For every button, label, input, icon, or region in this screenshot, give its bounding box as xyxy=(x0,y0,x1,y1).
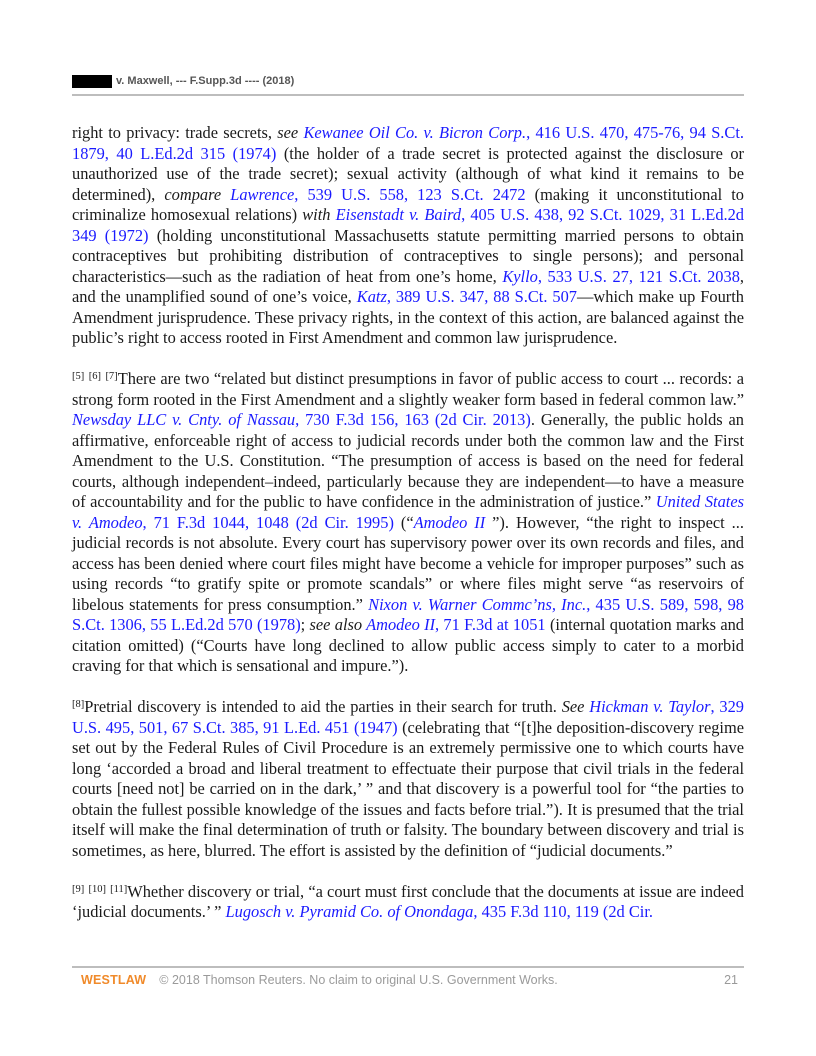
citation-link[interactable]: Kewanee Oil Co. v. Bicron Corp. xyxy=(303,123,527,142)
citation-link[interactable]: Eisenstadt v. Baird xyxy=(335,205,462,224)
paragraph-public-access xyxy=(72,369,744,677)
page-footer xyxy=(72,966,744,994)
citation-link[interactable]: , 533 U.S. 27, 121 S.Ct. 2038 xyxy=(537,266,740,286)
citation-link[interactable]: , 71 F.3d 1044, 1048 (2d Cir. 1995) xyxy=(142,512,394,532)
paragraph-judicial-documents xyxy=(72,882,744,923)
citation-link[interactable]: Lawrence xyxy=(230,184,295,204)
citation-link[interactable]: , 539 U.S. 558, 123 S.Ct. 2472 xyxy=(294,184,526,204)
citation-link[interactable]: Amodeo II xyxy=(413,512,486,532)
citation-link[interactable]: , 435 F.3d 110, 119 (2d Cir. xyxy=(473,902,653,921)
headnote-marker[interactable]: [6] xyxy=(88,371,101,382)
headnote-marker[interactable]: [8] xyxy=(72,699,85,710)
headnote-marker[interactable]: [10] xyxy=(88,883,106,895)
paragraph-pretrial-discovery xyxy=(72,697,744,861)
citation-link[interactable]: Hickman v. Taylor xyxy=(589,697,711,716)
body-text: right to privacy: trade secrets, xyxy=(72,123,278,142)
citation-link[interactable]: Newsday LLC v. Cnty. of Nassau xyxy=(72,410,296,429)
signal-text: see also xyxy=(309,615,367,634)
body-text: (internal quotation marks and citation omitted) (“Courts have long declined to allow public access simply to cater to a morbid craving for that which is sensational and impure.”). xyxy=(72,615,745,675)
citation-link[interactable]: , 416 U.S. 470, 475-76, 94 S.Ct. 1879, 40 L.Ed.2d 315 (1974) xyxy=(72,123,744,163)
running-header xyxy=(72,74,744,96)
citation-link[interactable]: United States v. Amodeo xyxy=(72,492,744,532)
body-text: (making it unconstitutional to criminalize homosexual relations) xyxy=(72,184,745,224)
case-citation-title: v. Maxwell, --- F.Supp.3d ---- (2018) xyxy=(116,75,295,87)
signal-text: see xyxy=(277,123,304,142)
citation-link[interactable]: , 389 U.S. 347, 88 S.Ct. 507 xyxy=(386,287,578,306)
headnote-marker[interactable]: [11] xyxy=(110,883,128,895)
body-text: —which make up Fourth Amendment jurisprudence. These privacy rights, in the context of this action, are balanced against the public’s right to access rooted in First Amendment and common law jurisprudence. xyxy=(72,287,745,347)
body-text: . Generally, the public holds an affirmative, enforceable right of access to judicial records under both the common law and the First Amendment to the U.S. Constitution. “The presumption of access is based on the need for federal courts, although independent–indeed, particularly because they are independent—to have a measure of accountability and for the public to have confidence in the administration of justice.” xyxy=(72,410,745,511)
headnote-marker[interactable]: [5] xyxy=(72,371,85,382)
opinion-body xyxy=(72,123,744,943)
body-text: (“ xyxy=(393,512,414,532)
body-text: (the holder of a trade secret is protected against the disclosure or unauthorized use of the trade secret); sexual activity (although of what kind it remains to be determined), xyxy=(72,143,745,204)
citation-link[interactable]: Lugosch v. Pyramid Co. of Onondaga xyxy=(225,902,474,921)
citation-link[interactable]: , 730 F.3d 156, 163 (2d Cir. 2013) xyxy=(295,410,531,429)
citation-link[interactable]: Amodeo II xyxy=(366,615,436,634)
signal-text: See xyxy=(561,697,590,716)
citation-link[interactable]: , 435 U.S. 589, 598, 98 S.Ct. 1306, 55 L.Ed.2d 570 (1978) xyxy=(72,594,744,634)
citation-link[interactable]: Kyllo xyxy=(502,266,538,286)
page-number: 21 xyxy=(724,973,738,987)
body-text: Whether discovery or trial, “a court must first conclude that the documents at issue are indeed ‘judicial documents.’ ” xyxy=(72,881,744,921)
body-text: Pretrial discovery is intended to aid the parties in their search for truth. xyxy=(84,697,562,716)
westlaw-logo: WESTLAW xyxy=(81,973,147,987)
signal-text: with xyxy=(302,205,336,224)
body-text: , and the unamplified sound of one’s voice, xyxy=(72,266,744,306)
signal-text: compare xyxy=(164,184,231,204)
citation-link[interactable]: , 71 F.3d at 1051 xyxy=(435,615,546,634)
headnote-marker[interactable]: [7] xyxy=(105,371,118,382)
copyright-notice: © 2018 Thomson Reuters. No claim to original U.S. Government Works. xyxy=(159,973,558,987)
body-text: ; xyxy=(300,615,310,634)
headnote-marker[interactable]: [9] xyxy=(72,883,85,895)
body-text: (celebrating that “[t]he deposition-discovery regime set out by the Federal Rules of Civil Procedure is an extremely permissive one to which courts have long ‘accorded a broad and liberal treatment to effectuate their purpose that civil trials in the federal courts [need not] be carried on in the dark,’ ” and that discovery is a powerful tool for “the parties to obtain the fullest possible knowledge of the issues and facts before trial.”). It is presumed that the trial itself will make the final determination of truth or falsity. The boundary between discovery and trial is sometimes, as here, blurred. The effort is assisted by the definition of “judicial documents.” xyxy=(72,717,744,860)
redaction-block xyxy=(72,75,112,88)
body-text: (holding unconstitutional Massachusetts statute permitting married persons to obtain contraceptives but prohibiting distribution of contraceptives to single persons); and personal characteristics—such as the radiation of heat from one’s home, xyxy=(72,225,744,286)
paragraph-privacy-rights xyxy=(72,123,744,349)
citation-link[interactable]: Nixon v. Warner Commc’ns, Inc. xyxy=(368,594,587,614)
citation-link[interactable]: , 405 U.S. 438, 92 S.Ct. 1029, 31 L.Ed.2d 349 (1972) xyxy=(72,205,745,245)
body-text: ”). However, “the right to inspect ... judicial records is not absolute. Every court has supervisory power over its own records and files, and access has been denied where court files might have become a vehicle for improper purposes” such as using records “to gratify spite or promote scandals” or where files might serve “as reservoirs of libelous statements for press consumption.” xyxy=(72,512,744,614)
body-text: There are two “related but distinct presumptions in favor of public access to court ... records: a strong form rooted in the First Amendment and a slightly weaker form based in federal common law.” xyxy=(72,369,744,409)
citation-link[interactable]: , 329 U.S. 495, 501, 67 S.Ct. 385, 91 L.Ed. 451 (1947) xyxy=(72,697,744,737)
citation-link[interactable]: Katz xyxy=(356,287,387,306)
